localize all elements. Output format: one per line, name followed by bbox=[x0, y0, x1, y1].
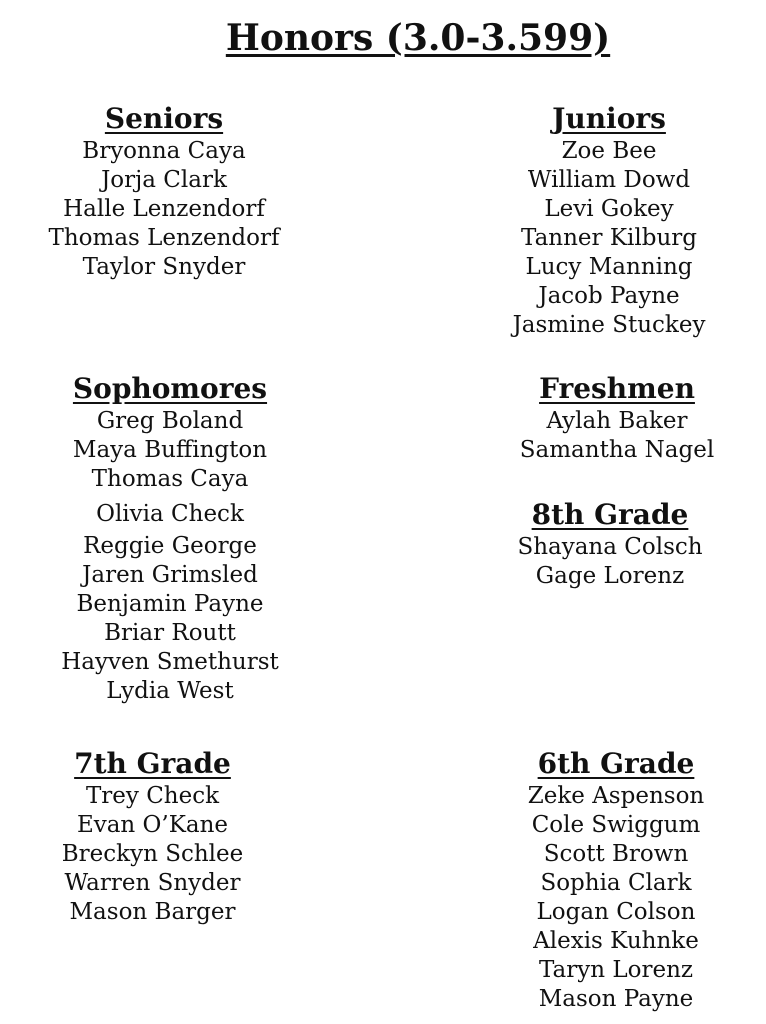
list-item: Samantha Nagel bbox=[519, 437, 715, 463]
list-item: Jacob Payne bbox=[538, 283, 680, 309]
page-title: Honors (3.0-3.599) bbox=[225, 17, 611, 59]
name-list bbox=[30, 782, 275, 927]
section-7th-grade bbox=[30, 746, 275, 927]
list-item: Jasmine Stuckey bbox=[512, 312, 706, 338]
list-item: Zoe Bee bbox=[561, 138, 657, 164]
section-heading: Juniors bbox=[552, 102, 666, 135]
list-item: Shayana Colsch bbox=[517, 534, 703, 560]
name-list bbox=[492, 407, 742, 465]
list-item: Scott Brown bbox=[543, 841, 689, 867]
list-item: Greg Boland bbox=[96, 408, 244, 434]
list-item: Gage Lorenz bbox=[535, 563, 685, 589]
list-item: Halle Lenzendorf bbox=[63, 196, 265, 222]
name-list bbox=[485, 533, 735, 591]
list-item: Thomas Caya bbox=[91, 466, 249, 492]
section-6th-grade bbox=[491, 746, 741, 1014]
list-item: Jaren Grimsled bbox=[82, 562, 258, 588]
section-sophomores bbox=[40, 371, 300, 706]
list-item: Evan O’Kane bbox=[76, 812, 229, 838]
list-item: Thomas Lenzendorf bbox=[48, 225, 280, 251]
section-freshmen bbox=[492, 371, 742, 465]
list-item: Cole Swiggum bbox=[531, 812, 701, 838]
section-heading: 8th Grade bbox=[531, 498, 689, 531]
list-item: Breckyn Schlee bbox=[61, 841, 244, 867]
list-item: Lydia West bbox=[106, 678, 234, 704]
list-item: Hayven Smethurst bbox=[61, 649, 279, 675]
list-item: Trey Check bbox=[85, 783, 220, 809]
name-list bbox=[484, 137, 734, 340]
list-item: Jorja Clark bbox=[101, 167, 227, 193]
name-list bbox=[40, 407, 300, 706]
name-list bbox=[30, 137, 298, 282]
list-item: Taylor Snyder bbox=[82, 254, 246, 280]
list-item: Aylah Baker bbox=[546, 408, 688, 434]
list-item: Mason Payne bbox=[538, 986, 694, 1012]
list-item: Benjamin Payne bbox=[76, 591, 264, 617]
name-list bbox=[491, 782, 741, 1014]
list-item: Maya Buffington bbox=[72, 437, 268, 463]
list-item: Bryonna Caya bbox=[82, 138, 246, 164]
section-heading: 7th Grade bbox=[74, 747, 231, 780]
list-item: Warren Snyder bbox=[64, 870, 241, 896]
list-item: Olivia Check bbox=[96, 501, 244, 527]
list-item: Reggie George bbox=[83, 533, 257, 559]
list-item: Briar Routt bbox=[104, 620, 236, 646]
list-item: Lucy Manning bbox=[525, 254, 693, 280]
list-item: Mason Barger bbox=[69, 899, 236, 925]
section-heading: Seniors bbox=[104, 102, 224, 135]
list-item: William Dowd bbox=[527, 167, 691, 193]
section-heading: 6th Grade bbox=[537, 747, 695, 780]
list-item: Taryn Lorenz bbox=[538, 957, 694, 983]
section-heading: Freshmen bbox=[539, 372, 695, 405]
section-seniors bbox=[30, 101, 298, 282]
list-item: Levi Gokey bbox=[544, 196, 674, 222]
list-item: Alexis Kuhnke bbox=[533, 928, 699, 954]
list-item: Zeke Aspenson bbox=[527, 783, 705, 809]
list-item: Tanner Kilburg bbox=[521, 225, 697, 251]
section-juniors bbox=[484, 101, 734, 340]
section-8th-grade bbox=[485, 497, 735, 591]
section-heading: Sophomores bbox=[72, 372, 268, 405]
list-item: Logan Colson bbox=[536, 899, 696, 925]
list-item: Sophia Clark bbox=[540, 870, 692, 896]
